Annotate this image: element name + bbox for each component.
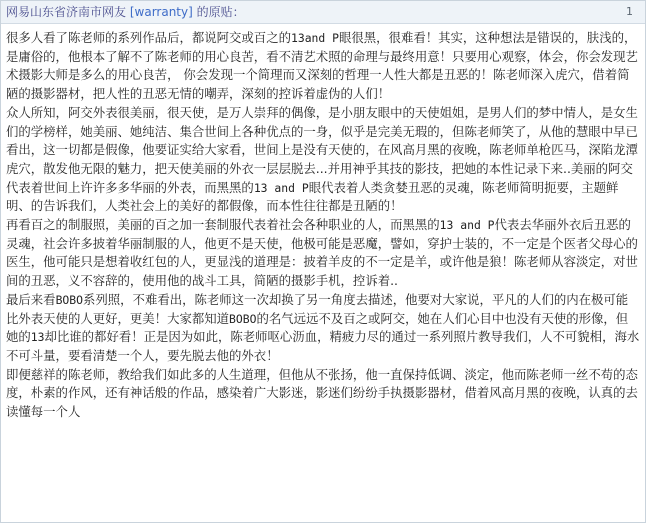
quoted-post-body [6,29,640,422]
quote-header [1,1,645,24]
post-paragraph: 即便慈祥的陈老师，教给我们如此多的人生道理，但他从不张扬，他一直保持低调、淡定，他而陈老师一丝不苟的态度，朴素的作风，还有神话般的作品，感染着广大影迷，影迷们纷纷手执摄影器材，借着风高月黑的夜晚，认真的去读懂每一个人 [6,366,638,420]
quote-origin-text: 网易山东省济南市网友 [6,5,127,19]
post-paragraph: 最后来看BOBO系列照，不难看出，陈老师这一次却换了另一角度去描述，他要对大家说，平凡的人们的内在极可能比外表天使的人更好，更美！大家都知道BOBO的名气远远不及百之或阿交，她在人们心目中也没有天使的形像，但她的13却比谁的都好看！正是因为如此，陈老师呕心沥血，精疲力尽的通过一系列照片教导我们，人不可貌相，海水不可斗量，要看清楚一个人，要先脱去他的外衣！ [6,291,640,363]
post-paragraph: 很多人看了陈老师的系列作品后，都说阿交或百之的13and P眼很黑，很难看！其实，这种想法是错误的，肤浅的，是庸俗的，他根本了解不了陈老师的用心良苦，看不清艺术照的命理与最终用意！只要用心观察，体会，你会发现艺术摄影大师是多么的用心良苦， 你会发现一个简理而又深刻的哲理一人性大都是丑恶的！陈老师深入虎穴，借着简陋的摄影器材，把人性的丑恶无情的嘲弄，深刻的控诉着虚伪的人们！ [6,30,638,102]
reply-number: 1 [626,5,633,18]
quote-suffix: 的原贴： [196,5,245,19]
username-link[interactable]: [warranty] [129,5,193,19]
quote-source [6,1,245,23]
post-paragraph: 再看百之的制服照，美丽的百之加一套制服代表着社会各种职业的人，而黑黑的13 and P代表去华丽外衣后丑恶的灵魂，社会许多披着华丽制服的人，他更不是天使，他极可能是恶魔，譬如，穿护士装的，不一定是个医者父母心的医生，他可能只是想着收红包的人，更显浅的道理是：披着羊皮的不一定是羊，或许他是狼！陈老师从容淡定，对世间的丑恶，义不容辞的，使用他的战斗工具，简陋的摄影手机，控诉着.. [6,217,638,289]
post-paragraph: 众人所知，阿交外表很美丽，很天使，是万人崇拜的偶像，是小朋友眼中的天使姐姐，是男人们的梦中情人，是女生们的学榜样，她美丽、她纯洁、集合世间上各种优点的一身，似乎是完美无瑕的，但陈老师笑了，从他的慧眼中早已看出，这一切都是假像，他要证实给大家看，世间上是没有天使的，在风高月黑的夜晚，陈老师单枪匹马，深陷龙潭虎穴，散发他无限的魅力，把天使美丽的外衣一层层脱去...并用神乎其技的影技，把她的本性记录下来..美丽的阿交代表着世间上许许多多华丽的外表，而黑黑的13 and P眼代表着人类贪婪丑恶的灵魂，陈老师简明扼要，主题鲜明、的告诉我们，人类社会上的美好的都假像，而本性往往都是丑陋的！ [6,104,638,214]
